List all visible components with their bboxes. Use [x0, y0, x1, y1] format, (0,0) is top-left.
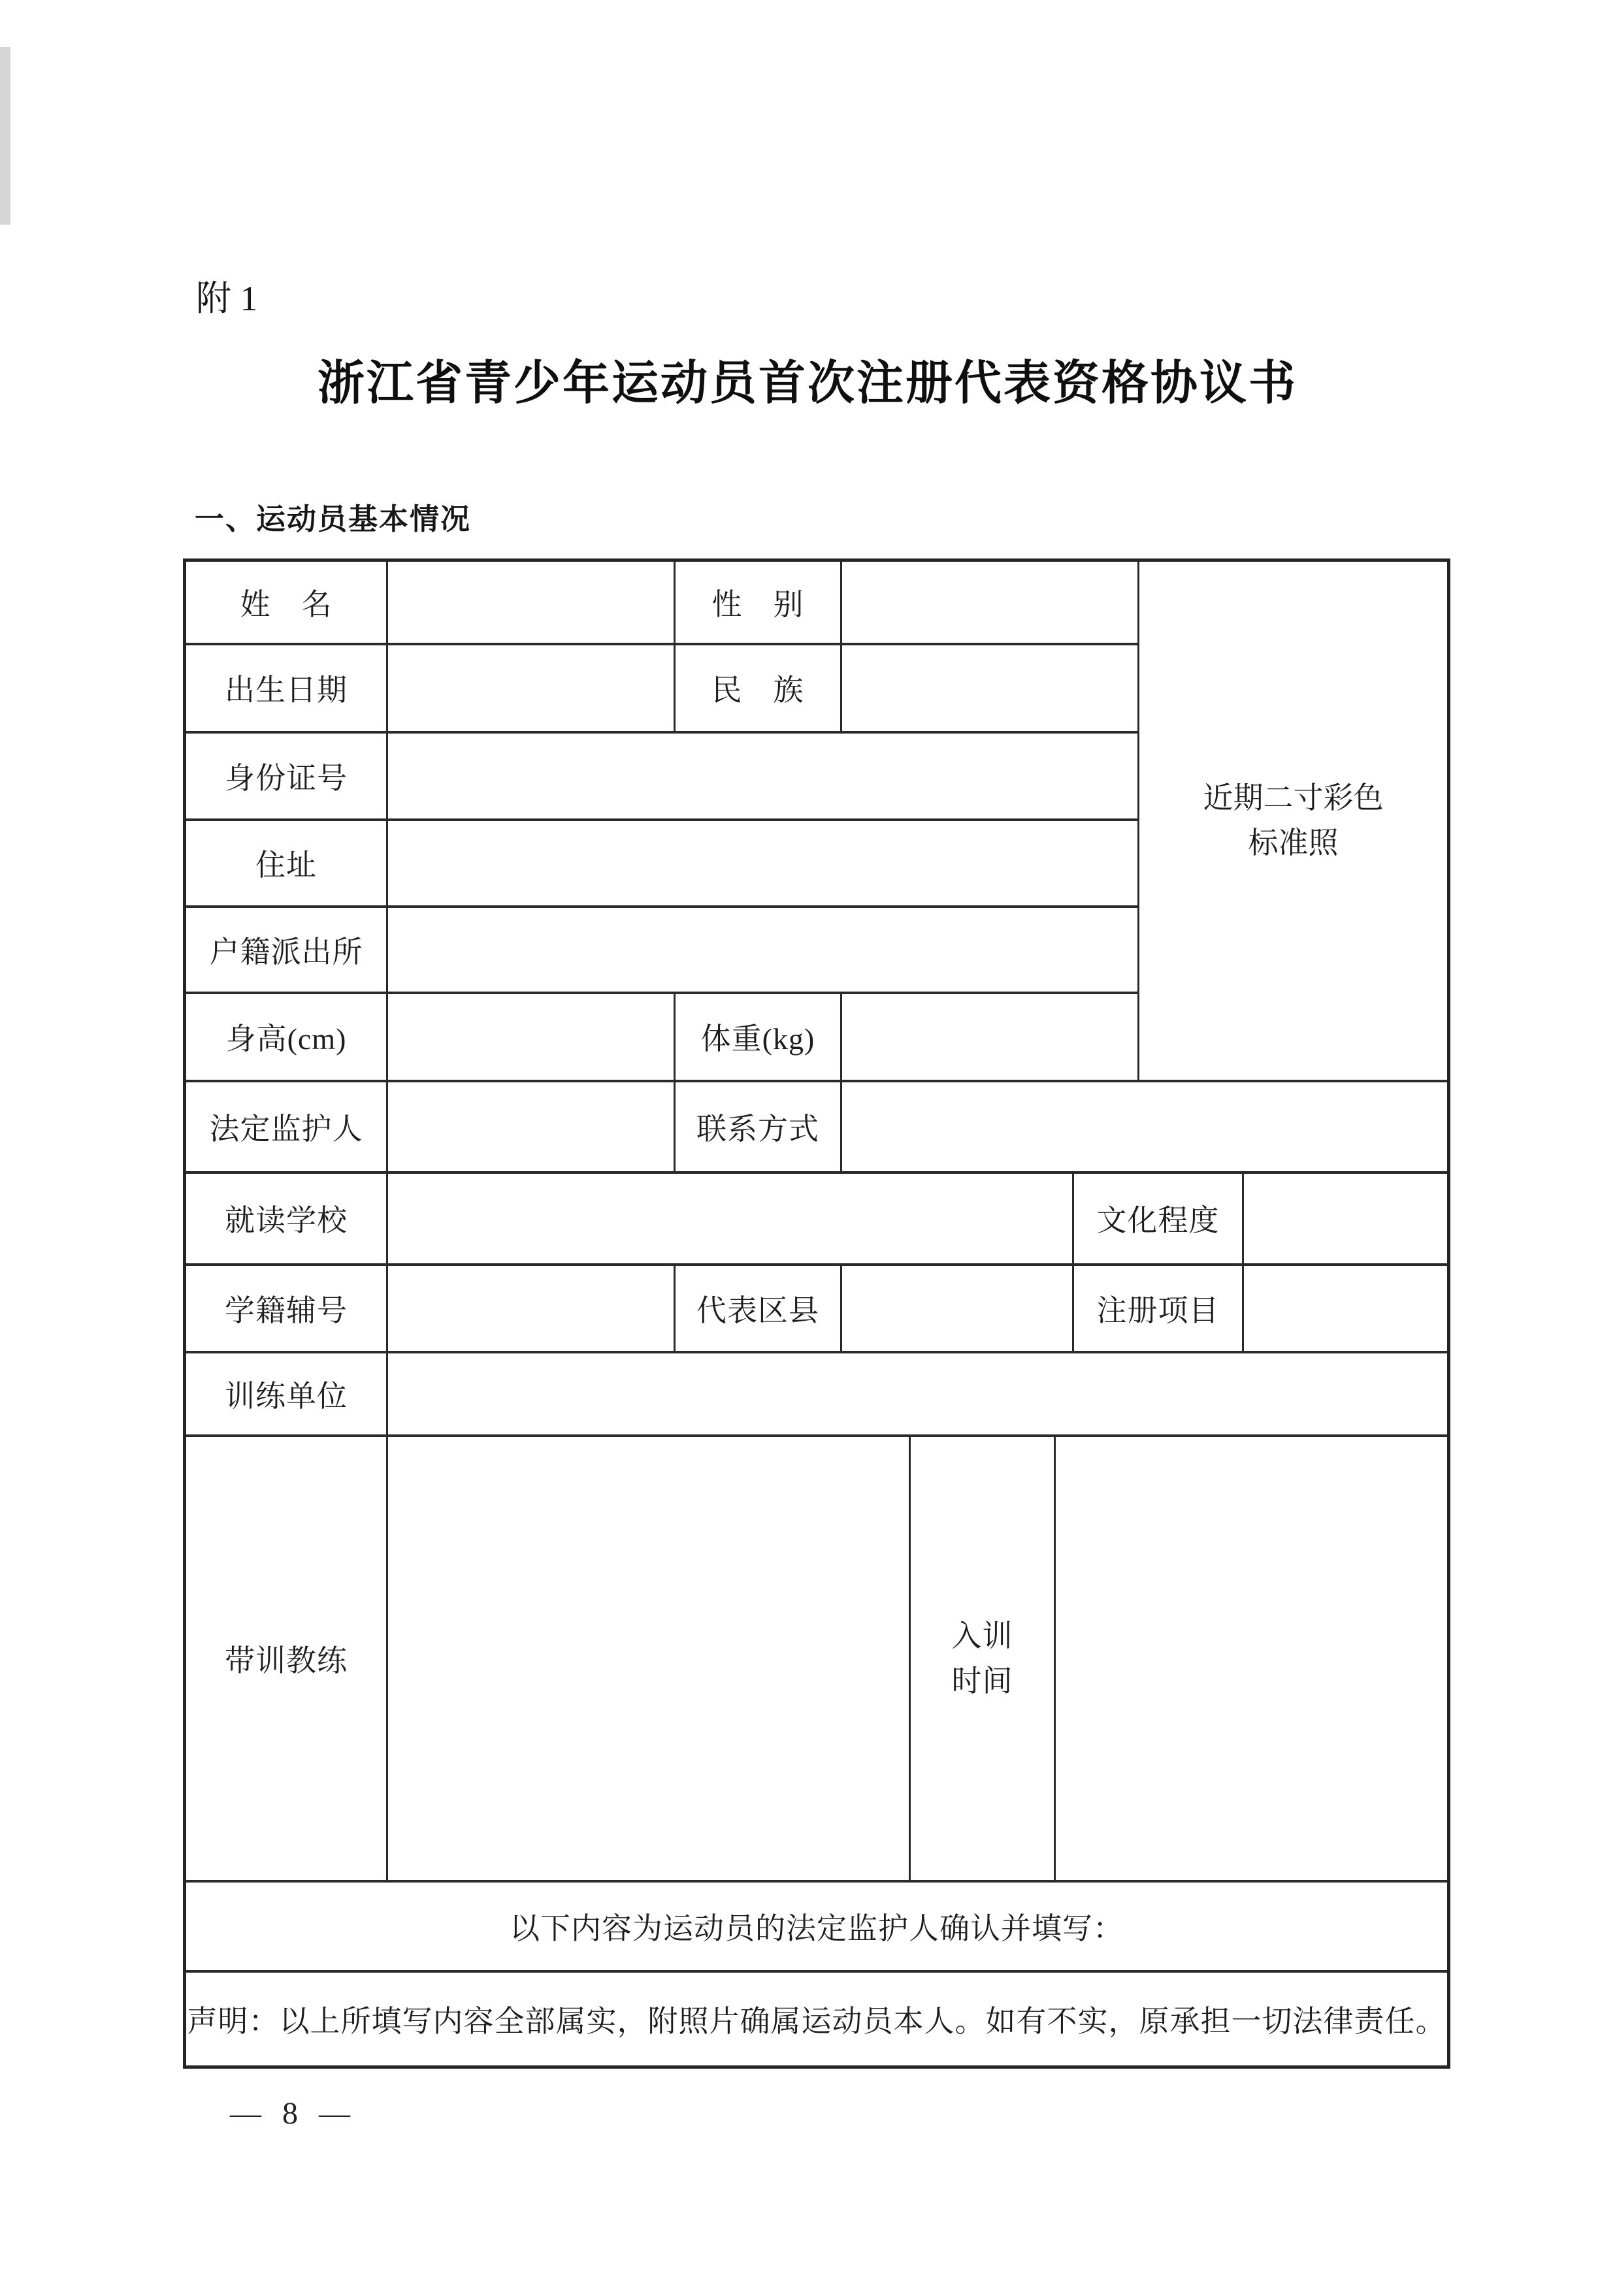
table-row: [185, 1081, 1449, 1172]
table-row: [185, 1881, 1449, 1971]
household-police-station-label: 户籍派出所: [185, 907, 387, 993]
table-row: [185, 1436, 1449, 1881]
contact-value: [841, 1081, 1449, 1172]
legal-guardian-label: 法定监护人: [185, 1081, 387, 1172]
education-level-label: 文化程度: [1073, 1172, 1243, 1265]
legal-guardian-value: [387, 1081, 675, 1172]
name-label: 姓 名: [185, 560, 387, 644]
representing-district-value: [841, 1265, 1073, 1352]
training-start-time-label-line2: 时间: [951, 1664, 1013, 1698]
birth-date-value: [387, 644, 675, 732]
training-start-time-label-line1: 入训: [951, 1619, 1013, 1653]
registered-event-value: [1243, 1265, 1449, 1352]
address-value: [387, 820, 1139, 907]
ethnicity-label: 民 族: [675, 644, 841, 732]
photo-placeholder-line1: 近期二寸彩色: [1203, 781, 1384, 815]
representing-district-label: 代表区县: [675, 1265, 841, 1352]
table-row: [185, 1352, 1449, 1436]
gender-label: 性 别: [675, 560, 841, 644]
household-police-station-value: [387, 907, 1139, 993]
student-registry-number-label: 学籍辅号: [185, 1265, 387, 1352]
registered-event-label: 注册项目: [1073, 1265, 1243, 1352]
declaration-note: 声明：以上所填写内容全部属实，附照片确属运动员本人。如有不实，原承担一切法律责任。: [185, 1971, 1449, 2067]
training-start-time-value: [1055, 1436, 1449, 1881]
weight-value: [841, 993, 1139, 1081]
height-value: [387, 993, 675, 1081]
address-label: 住址: [185, 820, 387, 907]
birth-date-label: 出生日期: [185, 644, 387, 732]
training-unit-label: 训练单位: [185, 1352, 387, 1436]
weight-label: 体重(kg): [675, 993, 841, 1081]
school-value: [387, 1172, 1073, 1265]
table-row: [185, 1172, 1449, 1265]
id-number-label: 身份证号: [185, 732, 387, 820]
education-level-value: [1243, 1172, 1449, 1265]
height-label: 身高(cm): [185, 993, 387, 1081]
school-label: 就读学校: [185, 1172, 387, 1265]
page-number: — 8 —: [230, 2096, 357, 2131]
photo-placeholder-line2: 标准照: [1248, 826, 1339, 860]
table-row: [185, 560, 1449, 644]
guardian-note: 以下内容为运动员的法定监护人确认并填写：: [185, 1881, 1449, 1971]
coach-label: 带训教练: [185, 1436, 387, 1881]
table-row: [185, 1265, 1449, 1352]
coach-value: [387, 1436, 910, 1881]
gender-value: [841, 560, 1139, 644]
scan-artifact: [0, 47, 10, 225]
id-number-value: [387, 732, 1139, 820]
section-heading: 一、运动员基本情况: [195, 502, 472, 536]
table-row: [185, 1971, 1449, 2067]
contact-label: 联系方式: [675, 1081, 841, 1172]
student-registry-number-value: [387, 1265, 675, 1352]
ethnicity-value: [841, 644, 1139, 732]
name-value: [387, 560, 675, 644]
training-start-time-label: [910, 1436, 1055, 1881]
training-unit-value: [387, 1352, 1449, 1436]
document-title: 浙江省青少年运动员首次注册代表资格协议书: [317, 357, 1297, 410]
attachment-label: 附 1: [196, 279, 258, 318]
photo-placeholder: [1139, 560, 1449, 1081]
athlete-info-table: [183, 558, 1450, 2069]
